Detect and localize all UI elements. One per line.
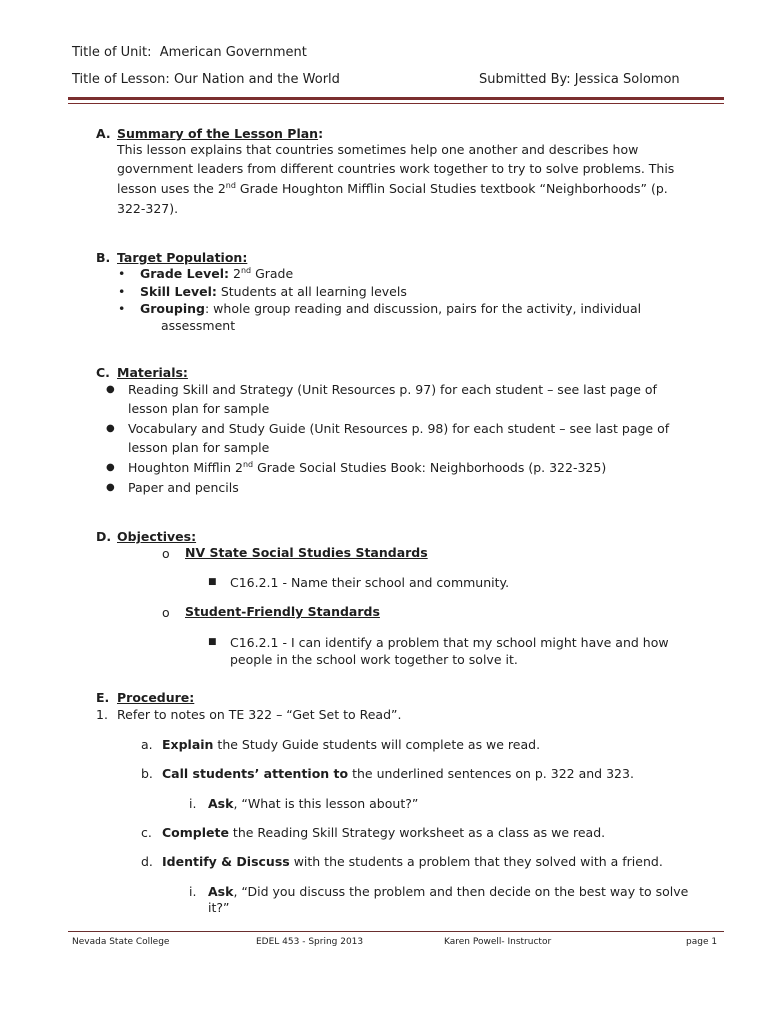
grade-level-post: Grade: [251, 266, 294, 281]
lesson-title: [72, 72, 340, 87]
section-b-heading: [117, 250, 247, 265]
materials-item2-line2: lesson plan for sample: [128, 440, 270, 455]
materials-item3-pre: Houghton Mifflin 2: [128, 460, 243, 475]
grade-level-label: Grade Level:: [140, 266, 229, 281]
step-b-bold: Call students’ attention to: [162, 766, 349, 781]
step-d-i-bold: Ask: [208, 884, 234, 899]
section-c-letter: C.: [96, 365, 110, 380]
bullet-icon: •: [118, 266, 126, 281]
section-e-title: Procedure:: [117, 690, 195, 705]
step-b-i-text: , “What is this lesson about?”: [233, 796, 419, 811]
step-a: [162, 736, 540, 754]
materials-item3-post: Grade Social Studies Book: Neighborhoods (p. 322-325): [253, 460, 607, 475]
section-a-line1: This lesson explains that countries sometimes help one another and describes how: [117, 142, 639, 157]
section-b-title: Target Population:: [117, 250, 248, 265]
footer-course: EDEL 453 - Spring 2013: [256, 937, 364, 947]
section-d-title: Objectives:: [117, 529, 197, 544]
section-d-heading: [117, 529, 196, 544]
nv-standards-heading: [185, 545, 428, 560]
step-b-i: [208, 795, 418, 813]
section-a-line3-post: Grade Houghton Mifflin Social Studies textbook “Neighborhoods” (p.: [235, 181, 668, 196]
step-d-bold: Identify & Discuss: [162, 854, 290, 869]
student-standard-line1: C16.2.1 - I can identify a problem that my school might have and how: [230, 635, 669, 650]
bullet-icon: ●: [106, 462, 115, 473]
bullet-icon: •: [118, 284, 126, 299]
step-b-i-bold: Ask: [208, 796, 234, 811]
lesson-value: Our Nation and the World: [173, 72, 340, 87]
step-d-i-continued: it?”: [208, 900, 230, 915]
submitted-by: [479, 72, 680, 87]
materials-item3-sup: nd: [242, 460, 254, 469]
materials-item4: Paper and pencils: [128, 480, 239, 495]
footer-college: Nevada State College: [72, 937, 170, 947]
section-c-title: Materials:: [117, 365, 188, 380]
sub-marker: o: [162, 546, 170, 561]
student-standards-title: Student-Friendly Standards: [185, 604, 380, 619]
step-b: [162, 765, 634, 783]
step-d: [162, 853, 663, 871]
section-d-letter: D.: [96, 529, 112, 544]
section-e-letter: E.: [96, 690, 110, 705]
bullet-icon: ●: [106, 384, 115, 395]
header-rule-thick: [68, 97, 724, 100]
section-a-letter: A.: [96, 126, 111, 141]
bullet-icon: ●: [106, 482, 115, 493]
step-b-text: the underlined sentences on p. 322 and 323.: [348, 766, 634, 781]
section-e-heading: [117, 690, 194, 705]
submitted-value: Jessica Solomon: [574, 72, 680, 87]
unit-value: American Government: [159, 45, 307, 60]
step-c-text: the Reading Skill Strategy worksheet as a class as we read.: [228, 825, 606, 840]
bullet-icon: •: [118, 301, 126, 316]
section-a-line3: [117, 180, 668, 198]
section-a-line4: 322-327).: [117, 201, 179, 216]
step-d-i-marker: i.: [189, 884, 197, 899]
grouping-item: [140, 300, 641, 318]
step-a-marker: a.: [141, 737, 153, 752]
grade-level-item: [140, 265, 293, 283]
step-c: [162, 824, 605, 842]
grouping-text: : whole group reading and discussion, pairs for the activity, individual: [205, 301, 642, 316]
section-a-colon: :: [318, 126, 324, 141]
header-rule-thin: [68, 103, 724, 104]
materials-item1-line2: lesson plan for sample: [128, 401, 270, 416]
materials-item1-line1: Reading Skill and Strategy (Unit Resources p. 97) for each student – see last page of: [128, 382, 657, 397]
grouping-label: Grouping: [140, 301, 205, 316]
step-d-marker: d.: [141, 854, 153, 869]
grade-level-pre: 2: [229, 266, 241, 281]
section-b-letter: B.: [96, 250, 111, 265]
step-1-number: 1.: [96, 707, 108, 722]
student-standards-heading: [185, 604, 380, 619]
section-a-line3-sup: nd: [225, 181, 236, 190]
step-d-text: with the students a problem that they solved with a friend.: [289, 854, 663, 869]
section-a-title: Summary of the Lesson Plan: [117, 126, 319, 141]
unit-label: Title of Unit:: [72, 45, 152, 60]
grouping-continued: assessment: [161, 318, 236, 333]
square-bullet-icon: ■: [208, 637, 217, 647]
footer-rule: [68, 931, 724, 932]
skill-level-item: [140, 283, 407, 301]
step-b-marker: b.: [141, 766, 153, 781]
lesson-label: Title of Lesson:: [72, 72, 170, 87]
nv-standard-item: C16.2.1 - Name their school and community.: [230, 575, 510, 590]
step-c-marker: c.: [141, 825, 152, 840]
step-d-i: [208, 883, 688, 901]
materials-item3: [128, 459, 606, 477]
submitted-label: Submitted By:: [479, 72, 571, 87]
section-c-heading: [117, 365, 188, 380]
bullet-icon: ●: [106, 423, 115, 434]
section-a-heading: [117, 126, 323, 141]
skill-level-text: Students at all learning levels: [216, 284, 407, 299]
square-bullet-icon: ■: [208, 577, 217, 587]
unit-title: [72, 45, 307, 60]
footer-page-number: page 1: [686, 937, 718, 947]
student-standard-line2: people in the school work together to solve it.: [230, 652, 518, 667]
step-c-bold: Complete: [162, 825, 229, 840]
grade-level-sup: nd: [240, 266, 252, 275]
section-a-line3-pre: lesson uses the 2: [117, 181, 226, 196]
step-a-text: the Study Guide students will complete as we read.: [213, 737, 541, 752]
footer-instructor: Karen Powell- Instructor: [444, 937, 552, 947]
nv-standards-title: NV State Social Studies Standards: [185, 545, 428, 560]
skill-level-label: Skill Level:: [140, 284, 217, 299]
step-a-bold: Explain: [162, 737, 214, 752]
step-d-i-text: , “Did you discuss the problem and then decide on the best way to solve: [233, 884, 689, 899]
step-b-i-marker: i.: [189, 796, 197, 811]
section-a-line2: government leaders from different countries work together to try to solve problems. This: [117, 161, 675, 176]
sub-marker: o: [162, 605, 170, 620]
step-1-text: Refer to notes on TE 322 – “Get Set to Read”.: [117, 707, 402, 722]
materials-item2-line1: Vocabulary and Study Guide (Unit Resources p. 98) for each student – see last page of: [128, 421, 670, 436]
